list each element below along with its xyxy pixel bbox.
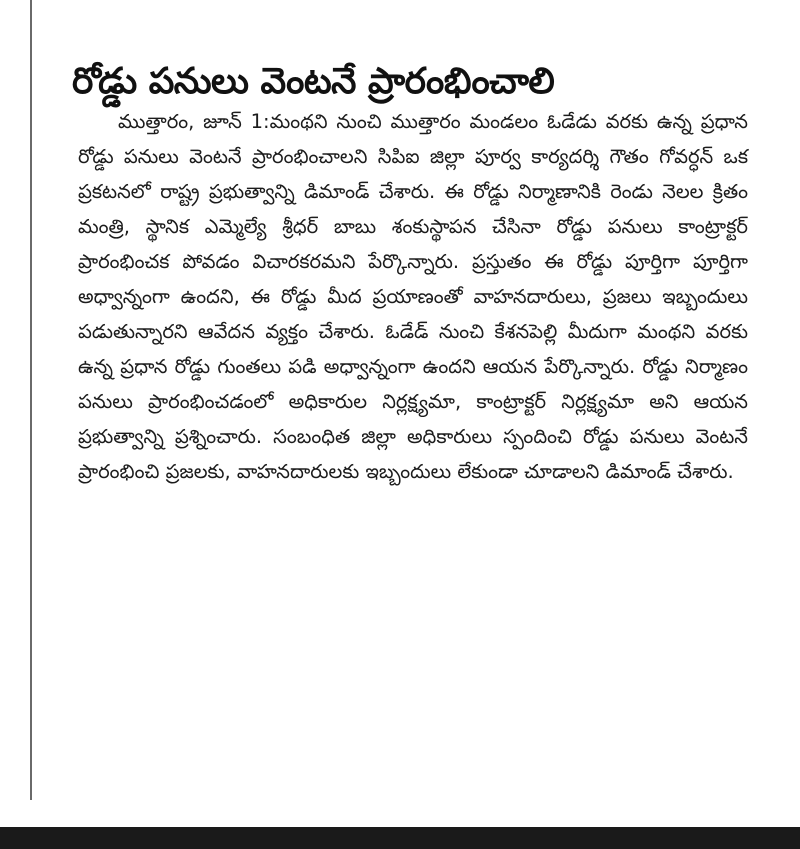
bottom-black-bar bbox=[0, 827, 800, 849]
article-headline: రోడ్డు పనులు వెంటనే ప్రారంభించాలి bbox=[72, 61, 555, 103]
article-body: ముత్తారం, జూన్ 1:మంథని నుంచి ముత్తారం మండలం ఓడేడు వరకు ఉన్న ప్రధాన రోడ్డు పనులు వెంటనే ప్రారంభించాలని సిపిఐ జిల్లా పూర్వ కార్యదర్శి గౌతం గోవర్ధన్ ఒక ప్రకటనలో రాష్ట్ర ప్రభుత్వాన్ని డిమాండ్ చేశారు. ఈ రోడ్డు నిర్మాణానికి రెండు నెలల క్రితం మంత్రి, స్థానిక ఎమ్మెల్యే శ్రీధర్ బాబు శంకుస్థాపన చేసినా రోడ్డు పనులు కాంట్రాక్టర్ ప్రారంభించక పోవడం విచారకరమని పేర్కొన్నారు. ప్రస్తుతం ఈ రోడ్డు పూర్తిగా పూర్తిగా అధ్వాన్నంగా ఉందని, ఈ రోడ్డు మీద ప్రయాణంతో వాహనదారులు, ప్రజలు ఇబ్బందులు పడుతున్నారని ఆవేదన వ్యక్తం చేశారు. ఓడేడ్ నుంచి కేశనపెల్లి మీదుగా మంథని వరకు ఉన్న ప్రధాన రోడ్డు గుంతలు పడి అధ్వాన్నంగా ఉందని ఆయన పేర్కొన్నారు. రోడ్డు నిర్మాణం పనులు ప్రారంభించడంలో అధికారుల నిర్లక్ష్యమా, కాంట్రాక్టర్ నిర్లక్ష్యమా అని ఆయన ప్రభుత్వాన్ని ప్రశ్నించారు. సంబంధిత జిల్లా అధికారులు స్పందించి రోడ్డు పనులు వెంటనే ప్రారంభించి ప్రజలకు, వాహనదారులకు ఇబ్బందులు లేకుండా చూడాలని డిమాండ్ చేశారు. bbox=[78, 110, 748, 483]
column-divider bbox=[30, 0, 32, 800]
